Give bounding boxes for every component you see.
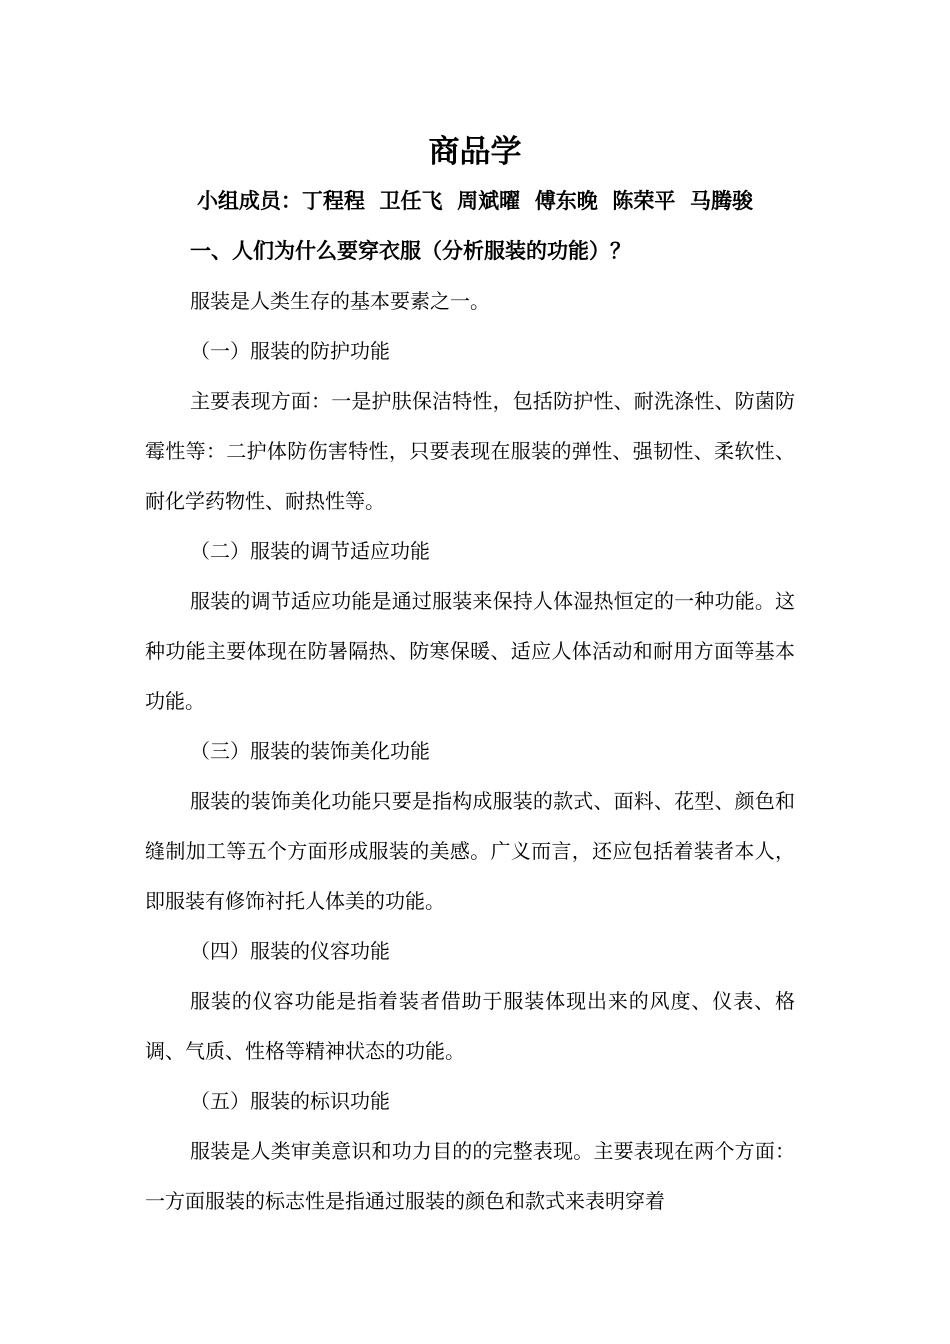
section-text-regulation: 服装的调节适应功能是通过服装来保持人体湿热恒定的一种功能。这种功能主要体现在防暑隔热、防寒保暖、适应人体活动和耐用方面等基本功能。 <box>145 589 795 713</box>
section-text-decoration: 服装的装饰美化功能只要是指构成服装的款式、面料、花型、颜色和缝制加工等五个方面形成服装的美感。广义而言，还应包括着装者本人，即服装有修饰衬托人体美的功能。 <box>145 789 795 913</box>
section-heading-identification: （五）服装的标识功能 <box>190 1089 390 1113</box>
group-members-line: 小组成员：丁程程 卫任飞 周斌曜 傅东晚 陈荣平 马腾骏 <box>196 189 754 213</box>
section-heading-protection: （一）服装的防护功能 <box>190 339 390 363</box>
section-heading-appearance: （四）服装的仪容功能 <box>190 939 390 963</box>
section-text-identification: 服装是人类审美意识和功力目的的完整表现。主要表现在两个方面：一方面服装的标志性是指通过服装的颜色和款式来表明穿着 <box>145 1139 795 1213</box>
section-text-protection: 主要表现方面：一是护肤保洁特性，包括防护性、耐洗涤性、防菌防霉性等：二护体防伤害特性，只要表现在服装的弹性、强韧性、柔软性、耐化学药物性、耐热性等。 <box>145 389 795 513</box>
document-title: 商品学 <box>428 134 522 170</box>
section-heading-decoration: （三）服装的装饰美化功能 <box>190 739 430 763</box>
intro-paragraph: 服装是人类生存的基本要素之一。 <box>190 289 490 313</box>
section-heading-regulation: （二）服装的调节适应功能 <box>190 539 430 563</box>
document-body <box>145 276 795 1226</box>
question-heading: 一、人们为什么要穿衣服（分析服装的功能）？ <box>190 239 631 263</box>
section-text-appearance: 服装的仪容功能是指着装者借助于服装体现出来的风度、仪表、格调、气质、性格等精神状态的功能。 <box>145 989 795 1063</box>
